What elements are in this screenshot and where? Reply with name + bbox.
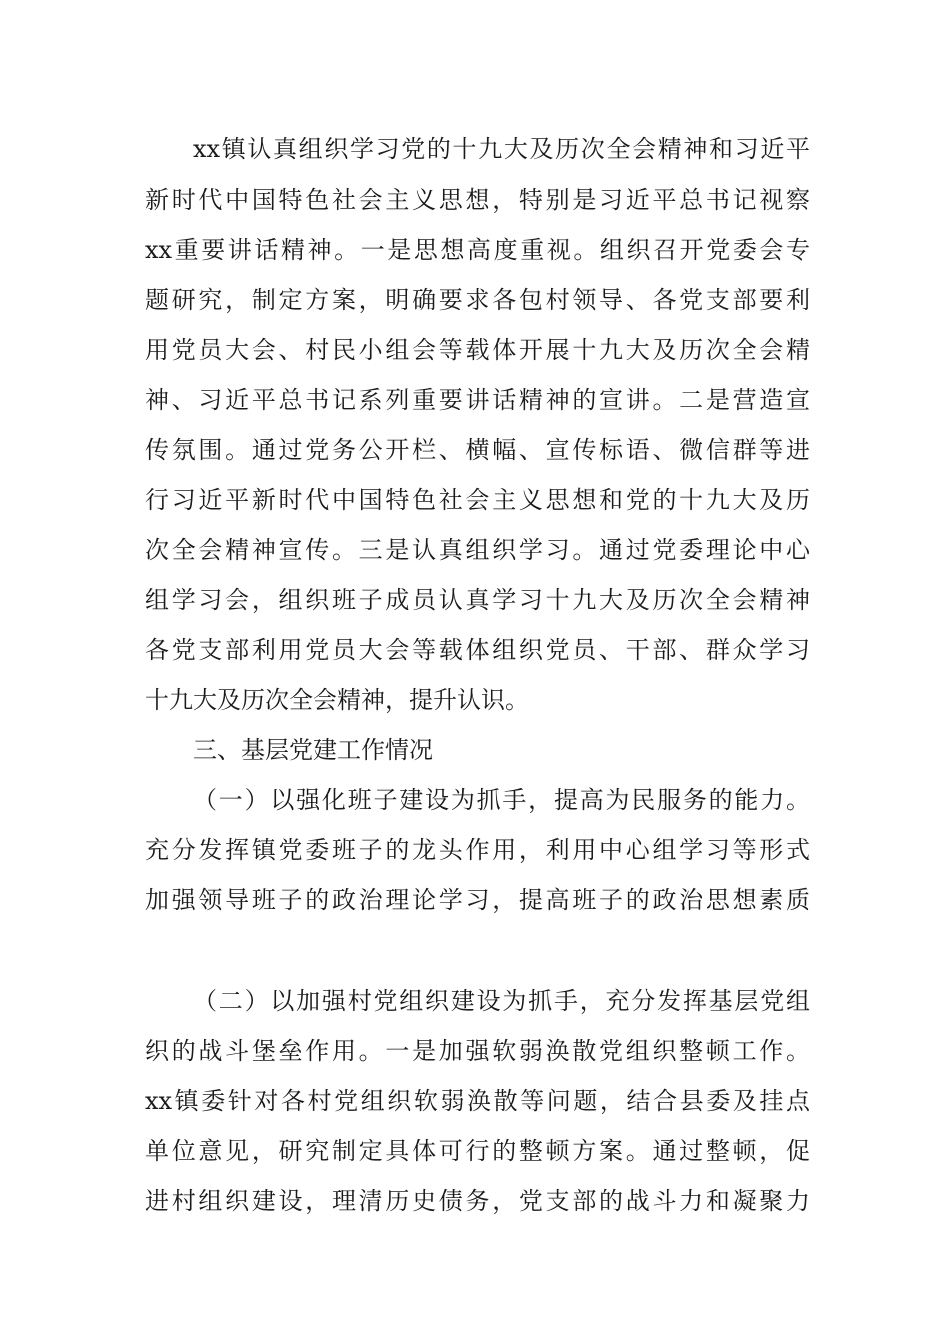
paragraph-1-line: 十九大及历次全会精神，提升认识。 (145, 686, 529, 714)
paragraph-1-line: 题研究，制定方案，明确要求各包村领导、各党支部要利 (145, 286, 810, 314)
paragraph-2-line: 加强领导班子的政治理论学习，提高班子的政治思想素质 (145, 886, 810, 914)
paragraph-3-line: 单位意见，研究制定具体可行的整顿方案。通过整顿，促 (145, 1137, 810, 1165)
paragraph-1-line: xx重要讲话精神。一是思想高度重视。组织召开党委会专 (145, 236, 810, 264)
section-heading: 三、基层党建工作情况 (193, 736, 433, 764)
paragraph-1-line: 新时代中国特色社会主义思想，特别是习近平总书记视察 (145, 186, 810, 214)
paragraph-3-line: 织的战斗堡垒作用。一是加强软弱涣散党组织整顿工作。 (145, 1037, 810, 1065)
paragraph-1-line: 各党支部利用党员大会等载体组织党员、干部、群众学习 (145, 636, 810, 664)
paragraph-3-line: （二）以加强村党组织建设为抓手，充分发挥基层党组 (193, 987, 810, 1015)
paragraph-1-line: 行习近平新时代中国特色社会主义思想和党的十九大及历 (145, 486, 810, 514)
paragraph-1-line: 次全会精神宣传。三是认真组织学习。通过党委理论中心 (145, 536, 810, 564)
paragraph-3-line: 进村组织建设，理清历史债务，党支部的战斗力和凝聚力 (145, 1187, 810, 1215)
paragraph-1-line: 用党员大会、村民小组会等载体开展十九大及历次全会精 (145, 336, 810, 364)
paragraph-1-line: 组学习会，组织班子成员认真学习十九大及历次全会精神 (145, 586, 810, 614)
paragraph-1-line: xx镇认真组织学习党的十九大及历次全会精神和习近平 (193, 135, 810, 163)
paragraph-3-line: xx镇委针对各村党组织软弱涣散等问题，结合县委及挂点 (145, 1087, 810, 1115)
paragraph-1-line: 神、习近平总书记系列重要讲话精神的宣讲。二是营造宣 (145, 386, 810, 414)
paragraph-2-line: 充分发挥镇党委班子的龙头作用，利用中心组学习等形式 (145, 836, 810, 864)
paragraph-1-line: 传氛围。通过党务公开栏、横幅、宣传标语、微信群等进 (145, 436, 810, 464)
paragraph-2-line: （一）以强化班子建设为抓手，提高为民服务的能力。 (193, 786, 810, 814)
